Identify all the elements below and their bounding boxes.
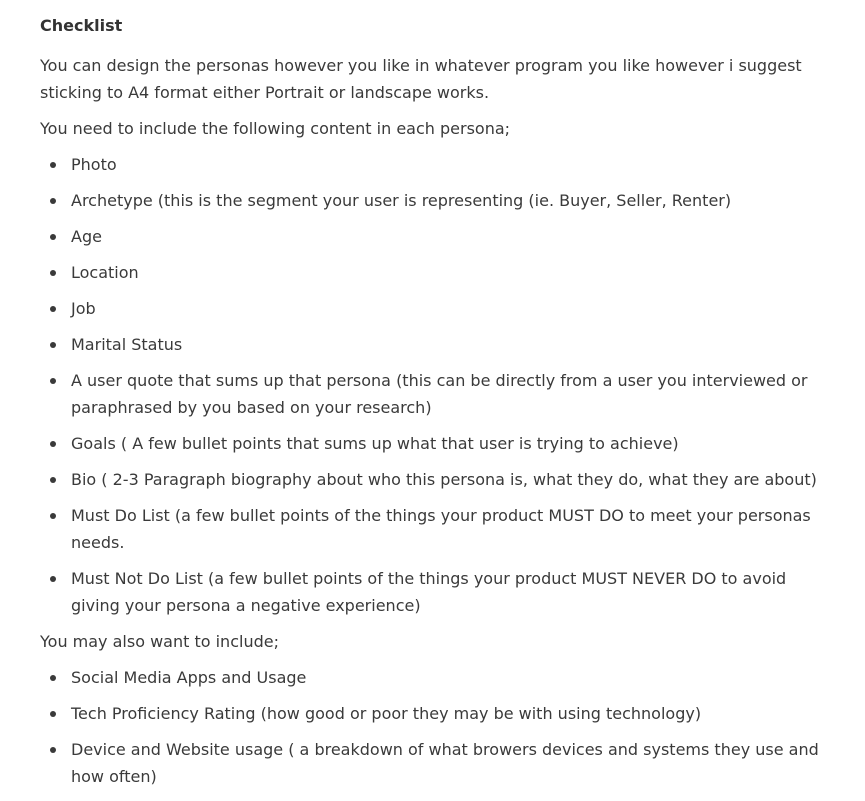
list-item-text: Must Not Do List (a few bullet points of the things your product MUST NEVER DO to avoid giving your persona a negative experience) [71, 569, 787, 615]
list-item-text: Archetype (this is the segment your user is representing (ie. Buyer, Seller, Renter) [71, 191, 732, 210]
bullet-icon [50, 711, 56, 717]
intro-paragraph: You can design the personas however you like in whatever program you like however i suggest sticking to A4 format either Portrait or landscape works. [40, 56, 802, 102]
list-item [40, 151, 825, 178]
content-lead-paragraph: You need to include the following content in each persona; [40, 119, 511, 138]
list-item-text: Tech Proficiency Rating (how good or poor they may be with using technology) [71, 704, 702, 723]
list-item-text: Job [71, 299, 96, 318]
required-content-list [40, 151, 825, 619]
bullet-icon [50, 342, 56, 348]
bullet-icon [50, 576, 56, 582]
list-item-text: Location [71, 263, 139, 282]
bullet-icon [50, 513, 56, 519]
list-item-text: Goals ( A few bullet points that sums up what that user is trying to achieve) [71, 434, 679, 453]
bullet-icon [50, 198, 56, 204]
list-item-text: Marital Status [71, 335, 183, 354]
list-item [40, 331, 825, 358]
list-item [40, 700, 825, 727]
list-item-text: Social Media Apps and Usage [71, 668, 307, 687]
list-item [40, 664, 825, 691]
list-item [40, 565, 825, 619]
list-item [40, 430, 825, 457]
list-item-text: Photo [71, 155, 117, 174]
list-item-text: Age [71, 227, 102, 246]
bullet-icon [50, 306, 56, 312]
list-item-text: Bio ( 2-3 Paragraph biography about who this persona is, what they do, what they are about) [71, 470, 817, 489]
list-item [40, 187, 825, 214]
optional-lead-paragraph: You may also want to include; [40, 632, 279, 651]
bullet-icon [50, 747, 56, 753]
list-item [40, 736, 825, 790]
list-item [40, 367, 825, 421]
bullet-icon [50, 234, 56, 240]
bullet-icon [50, 675, 56, 681]
list-item [40, 295, 825, 322]
list-item [40, 466, 825, 493]
checklist-heading: Checklist [40, 16, 123, 35]
bullet-icon [50, 441, 56, 447]
bullet-icon [50, 162, 56, 168]
list-item-text: Must Do List (a few bullet points of the things your product MUST DO to meet your personas needs. [71, 506, 811, 552]
list-item [40, 223, 825, 250]
bullet-icon [50, 477, 56, 483]
list-item-text: A user quote that sums up that persona (this can be directly from a user you interviewed or paraphrased by you based on your research) [71, 371, 808, 417]
list-item [40, 259, 825, 286]
list-item [40, 502, 825, 556]
optional-content-list [40, 664, 825, 790]
bullet-icon [50, 270, 56, 276]
bullet-icon [50, 378, 56, 384]
list-item-text: Device and Website usage ( a breakdown of what browers devices and systems they use and how often) [71, 740, 819, 786]
